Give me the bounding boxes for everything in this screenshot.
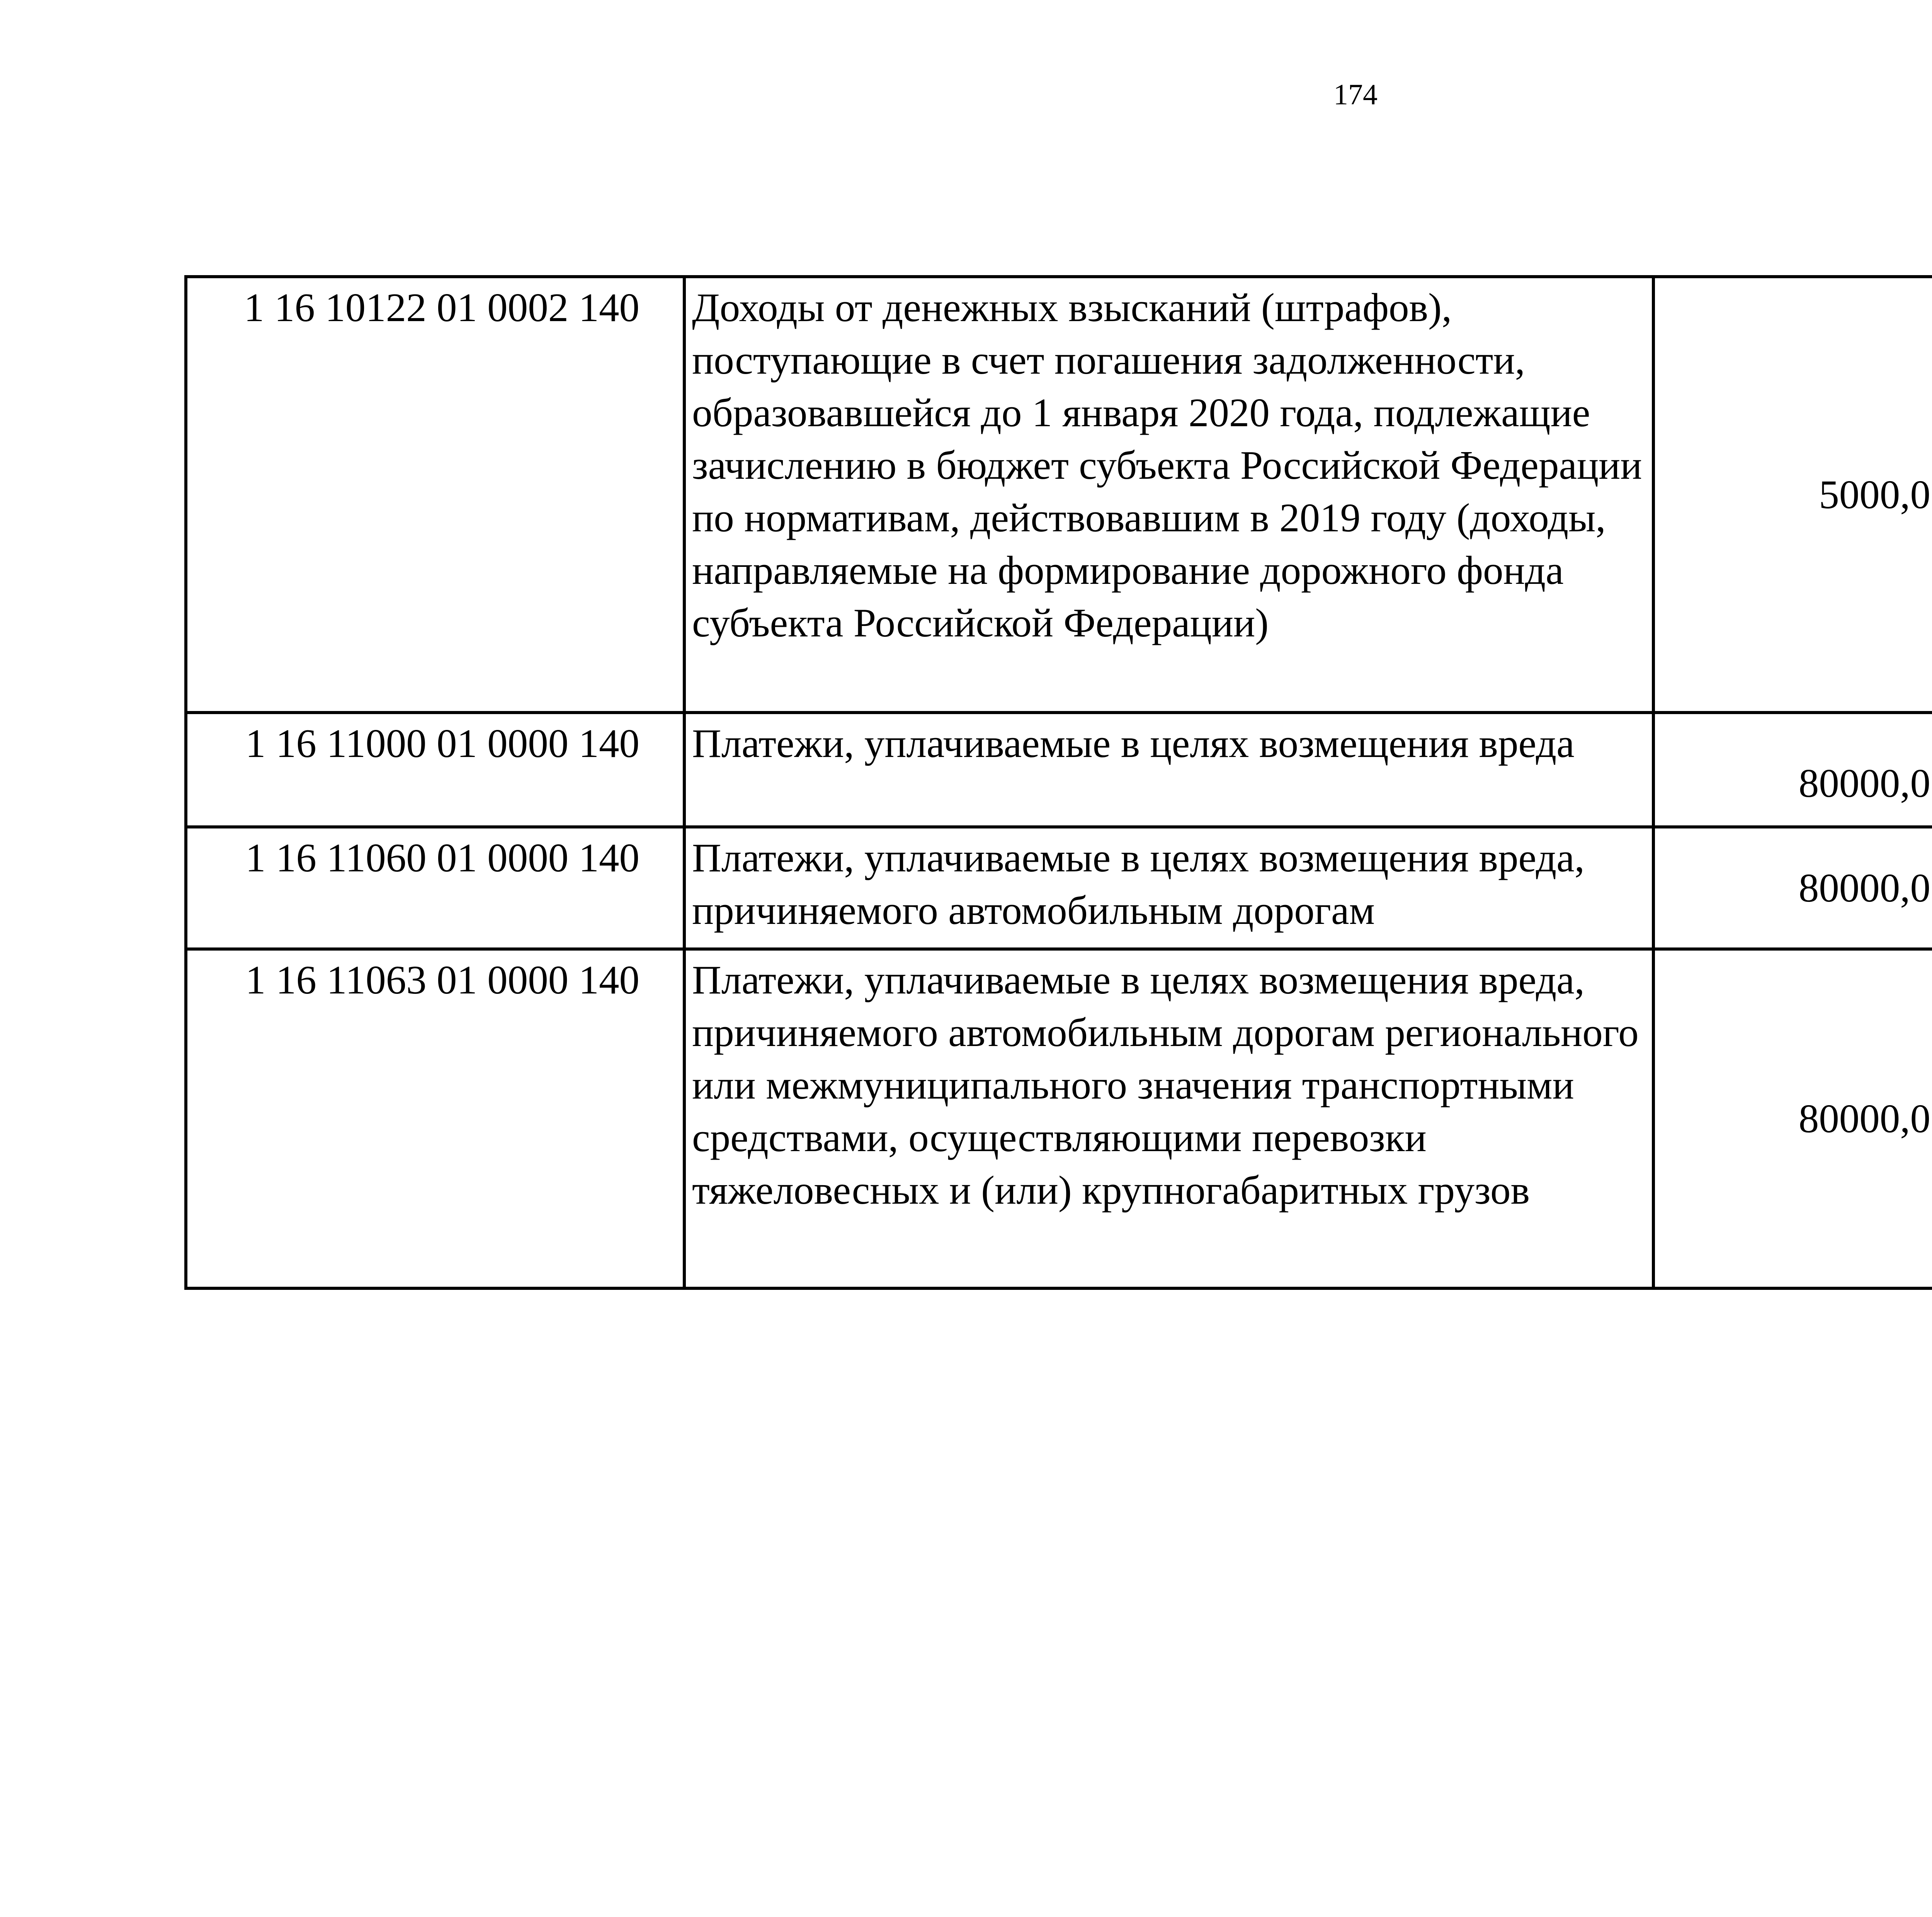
revenue-name-cell: Платежи, уплачиваемые в целях возмещения вреда, причиняемого автомобильным дорогам регионального или межмуниципального значения транспортными средствами, осуществляющими перевозки тяжеловесных и (или) крупногабаритных грузов — [684, 949, 1653, 1288]
budget-code-cell: 1 16 11060 01 0000 140 — [186, 827, 684, 949]
budget-code-cell: 1 16 11000 01 0000 140 — [186, 713, 684, 827]
table-row — [186, 827, 1932, 949]
amount-year1-cell: 80000,0 — [1653, 827, 1932, 949]
table-row — [186, 713, 1932, 827]
page-number: 174 — [1333, 78, 1378, 111]
revenue-name-cell: Платежи, уплачиваемые в целях возмещения вреда — [684, 713, 1653, 827]
amount-year1-cell: 5000,0 — [1653, 277, 1932, 713]
table-row — [186, 277, 1932, 713]
revenue-name-cell: Платежи, уплачиваемые в целях возмещения вреда, причиняемого автомобильным дорогам — [684, 827, 1653, 949]
budget-code-cell: 1 16 10122 01 0002 140 — [186, 277, 684, 713]
amount-year1-cell: 80000,0 — [1653, 713, 1932, 827]
revenue-name-cell: Доходы от денежных взысканий (штрафов), поступающие в счет погашения задолженности, образовавшейся до 1 января 2020 года, подлежащие зачислению в бюджет субъекта Российской Федерации по нормативам, действовавшим в 2019 году (доходы, направляемые на формирование дорожного фонда субъекта Российской Федерации) — [684, 277, 1653, 713]
budget-code-cell: 1 16 11063 01 0000 140 — [186, 949, 684, 1288]
revenue-table — [184, 275, 1932, 1290]
amount-year1-cell: 80000,0 — [1653, 949, 1932, 1288]
table-row — [186, 949, 1932, 1288]
